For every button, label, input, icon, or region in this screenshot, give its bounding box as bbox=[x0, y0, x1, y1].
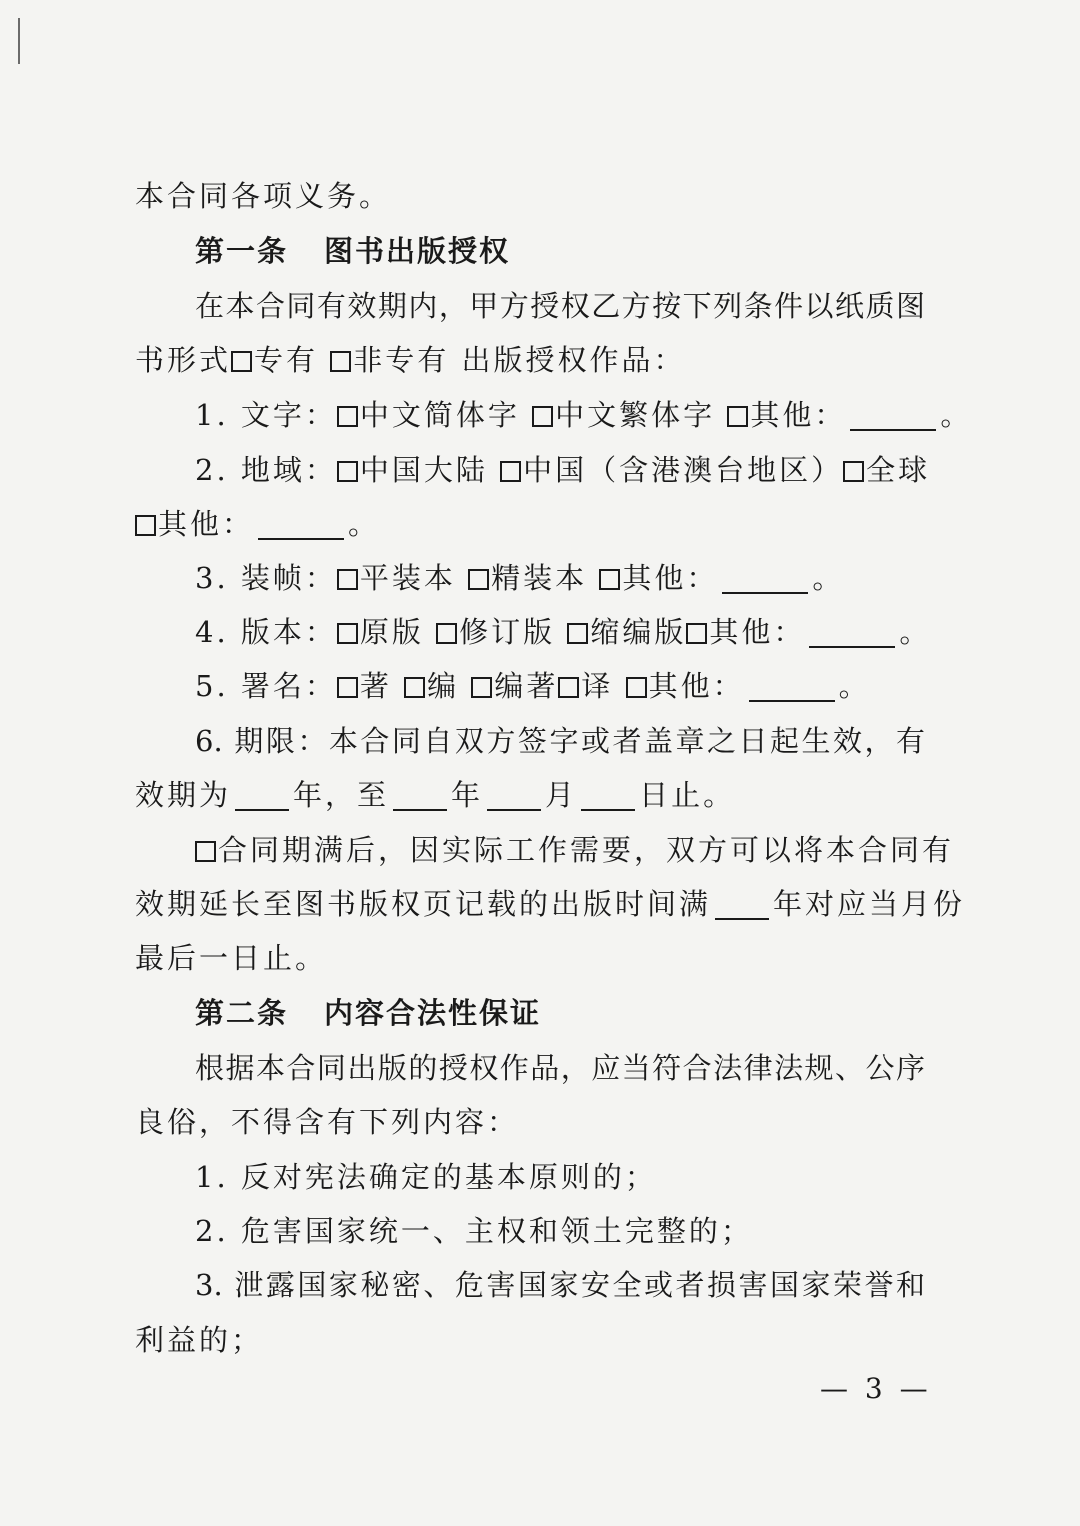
checkbox-editor[interactable] bbox=[404, 677, 425, 698]
article2-number: 第二条 bbox=[195, 996, 289, 1030]
blank-end-month[interactable] bbox=[487, 808, 541, 811]
extension-line3: 最后一日止。 bbox=[135, 941, 328, 975]
checkbox-china-all[interactable] bbox=[500, 461, 521, 482]
article2-item3-line1: 3. 泄露国家秘密、危害国家安全或者损害国家荣誉和 bbox=[195, 1268, 925, 1302]
article2-item3-line2: 利益的； bbox=[135, 1323, 264, 1357]
blank-binding-other[interactable] bbox=[722, 591, 808, 594]
article1-title bbox=[195, 231, 925, 271]
checkbox-original[interactable] bbox=[337, 623, 358, 644]
article2-item2: 2. 危害国家统一、主权和领土完整的； bbox=[195, 1214, 753, 1248]
item-term-line1: 6. 期限：本合同自双方签字或者盖章之日起生效，有 bbox=[195, 724, 925, 758]
item-binding: 3. 装帧： 平装本 精装本 其他： 。 bbox=[195, 561, 845, 595]
item-region-line2: 其他： 。 bbox=[135, 504, 925, 544]
checkbox-author[interactable] bbox=[337, 677, 358, 698]
page-number: — 3 — bbox=[820, 1372, 932, 1405]
checkbox-hardcover[interactable] bbox=[468, 569, 489, 590]
item-text-type: 1. 文字： 中文简体字 中文繁体字 其他： 。 bbox=[195, 398, 973, 432]
checkbox-exclusive[interactable] bbox=[231, 351, 252, 372]
checkbox-global[interactable] bbox=[843, 461, 864, 482]
article1-para-line1: 在本合同有效期内，甲方授权乙方按下列条件以纸质图 bbox=[195, 289, 925, 323]
blank-edition-other[interactable] bbox=[809, 645, 895, 648]
article2-para-line1: 根据本合同出版的授权作品，应当符合法律法规、公序 bbox=[195, 1051, 925, 1085]
extension-line1: 合同期满后，因实际工作需要，双方可以将本合同有 bbox=[195, 830, 925, 870]
article1-para-line2: 书形式 专有 非专有 出版授权作品： bbox=[135, 343, 686, 377]
article2-item1: 1. 反对宪法确定的基本原则的； bbox=[195, 1160, 657, 1194]
intro-tail: 本合同各项义务。 bbox=[135, 179, 392, 213]
blank-end-day[interactable] bbox=[581, 808, 635, 811]
checkbox-region-other[interactable] bbox=[135, 515, 156, 536]
item-region: 2. 地域： 中国大陆 中国（含港澳台地区） 全球 bbox=[195, 453, 931, 487]
article2-heading: 内容合法性保证 bbox=[324, 996, 542, 1030]
scan-edge-mark bbox=[18, 18, 20, 64]
checkbox-simplified[interactable] bbox=[337, 406, 358, 427]
checkbox-nonexclusive[interactable] bbox=[330, 351, 351, 372]
checkbox-mainland[interactable] bbox=[337, 461, 358, 482]
blank-attribution-other[interactable] bbox=[749, 699, 835, 702]
blank-extension-years[interactable] bbox=[715, 917, 769, 920]
blank-text-other[interactable] bbox=[850, 428, 936, 431]
item-term-line2: 效期为 年，至 年 月 日止。 bbox=[135, 778, 736, 812]
checkbox-traditional[interactable] bbox=[532, 406, 553, 427]
checkbox-edition-other[interactable] bbox=[686, 623, 707, 644]
blank-region-other[interactable] bbox=[258, 537, 344, 540]
article1-number: 第一条 bbox=[195, 234, 289, 268]
extension-line2: 效期延长至图书版权页记载的出版时间满 年对应当月份 bbox=[135, 887, 966, 921]
blank-end-year[interactable] bbox=[393, 808, 447, 811]
item-edition: 4. 版本： 原版 修订版 缩编版 其他： 。 bbox=[195, 615, 932, 649]
item-attribution: 5. 署名： 著 编 编著 译 其他： 。 bbox=[195, 669, 871, 703]
checkbox-extension[interactable] bbox=[195, 841, 216, 862]
checkbox-binding-other[interactable] bbox=[599, 569, 620, 590]
checkbox-abridged[interactable] bbox=[567, 623, 588, 644]
blank-term-years[interactable] bbox=[235, 808, 289, 811]
checkbox-attribution-other[interactable] bbox=[626, 677, 647, 698]
article1-heading: 图书出版授权 bbox=[324, 234, 511, 268]
article2-para-line2: 良俗，不得含有下列内容： bbox=[135, 1105, 520, 1139]
checkbox-revised[interactable] bbox=[436, 623, 457, 644]
article2-title bbox=[195, 993, 925, 1033]
checkbox-text-other[interactable] bbox=[727, 406, 748, 427]
checkbox-compiler[interactable] bbox=[471, 677, 492, 698]
checkbox-translator[interactable] bbox=[558, 677, 579, 698]
checkbox-paperback[interactable] bbox=[337, 569, 358, 590]
